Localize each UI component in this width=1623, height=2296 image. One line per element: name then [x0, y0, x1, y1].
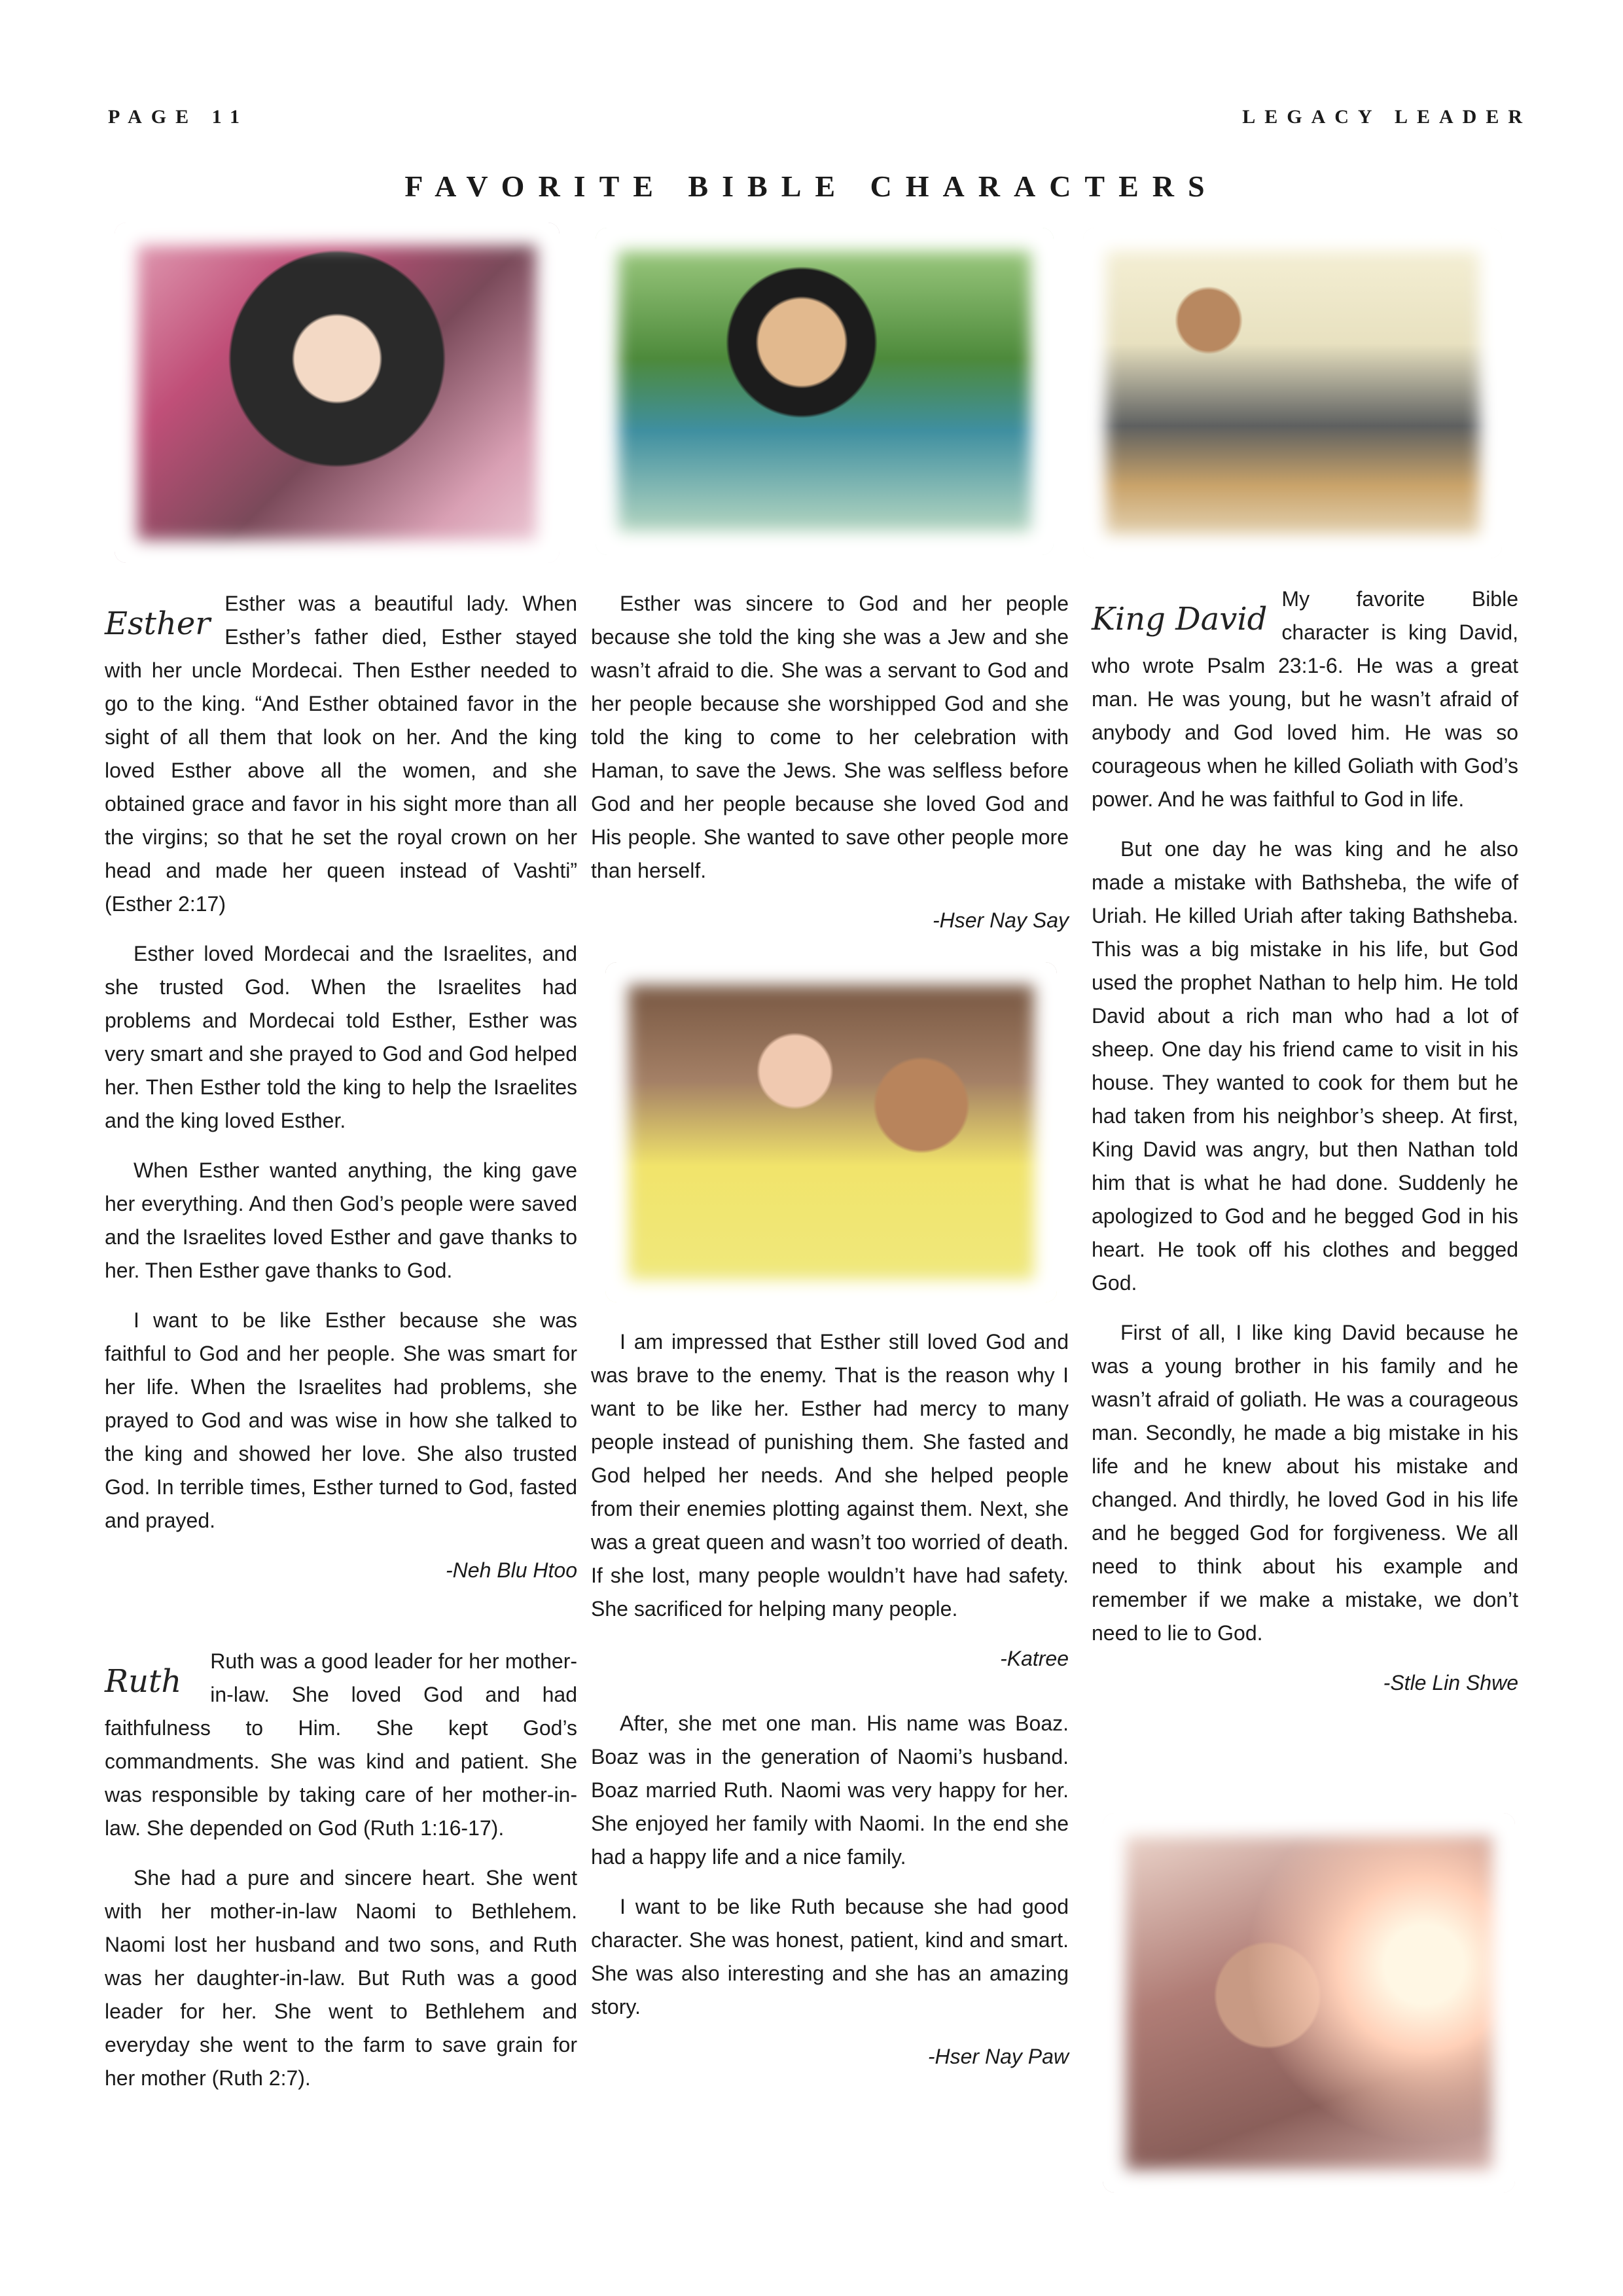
author-signature: -Hser Nay Say — [932, 908, 1069, 932]
column-middle-lower — [591, 1325, 1069, 2105]
column-right — [1092, 583, 1518, 1731]
photo-girl-with-flowers — [115, 223, 560, 563]
ruth-boaz-paragraph: After, she met one man. His name was Boaz. Boaz was in the generation of Naomi’s husband. Boaz married Ruth. Naomi was very happy for her. She enjoyed her family with Naomi. In the end she had a happy life and a nice family. — [591, 1712, 1069, 1869]
column-middle — [591, 587, 1069, 969]
ruth-character-paragraph: I want to be like Ruth because she had good character. She was honest, patient, kind and smart. She was also interesting and she has an amazing story. — [591, 1895, 1069, 2018]
publication-name: LEGACY LEADER — [1242, 106, 1531, 128]
david-paragraph-1: My favorite Bible character is king David, who wrote Psalm 23:1-6. He was a great man. He was young, but he wasn’t afraid of anybody and God loved him. He was so courageous when he killed Goliath with God’s power. And he was faithful to God in life. — [1092, 587, 1518, 811]
photo-girl-in-blue-shirt — [596, 228, 1054, 555]
esther-impressed-paragraph: I am impressed that Esther still loved God and was brave to the enemy. That is the reason why I want to be like her. Esther had mercy to many people instead of punishing them. She fasted and God helped her needs. And she helped people from their enemies plotting against them. Next, she was a great queen and wasn’t too worried of death. If she lost, many people wouldn’t have had safety. She sacrificed for helping many people. — [591, 1330, 1069, 1621]
king-david-heading: King David — [1092, 601, 1268, 637]
ruth-paragraph-2: She had a pure and sincere heart. She went with her mother-in-law Naomi to Bethlehem. Naomi lost her husband and two sons, and Ruth was her daughter-in-law. But Ruth was a good leader for her. She went to Bethlehem and everyday she went to the farm to save grain for her mother (Ruth 2:7). — [105, 1866, 577, 2090]
author-signature: -Neh Blu Htoo — [446, 1558, 577, 1582]
page-title: FAVORITE BIBLE CHARACTERS — [404, 170, 1219, 203]
ruth-heading: Ruth — [105, 1663, 182, 1700]
esther-paragraph-2: Esther loved Mordecai and the Israelites, and she trusted God. When the Israelites had problems and Mordecai told Esther, Esther was very smart and she prayed to God and God helped her. Then Esther told the king to help the Israelites and the king loved Esther. — [105, 942, 577, 1132]
esther-paragraph-1: Esther was a beautiful lady. When Esther’s father died, Esther stayed with her uncle Mordecai. Then Esther needed to go to the king. “And Esther obtained favor in the sight of all them that look on her. And the king loved Esther above all the women, and she obtained grace and favor in his sight more than all the virgins; so that he set the royal crown on her head and made her queen instead of Vashti” (Esther 2:17) — [105, 592, 577, 916]
photo-boy-with-guitar — [1083, 228, 1502, 558]
photo-two-girls-smiling — [605, 962, 1057, 1302]
esther-paragraph-4: I want to be like Esther because she was faithful to God and her people. She was smart for her life. When the Israelites had problems, she prayed to God and was wise in how she talked to the king and showed her love. She also trusted God. In terrible times, Esther turned to God, fasted and prayed. — [105, 1308, 577, 1532]
esther-sincere-paragraph: Esther was sincere to God and her people because she told the king she was a Jew and she wasn’t afraid to die. She was a servant to God and her people because she worshipped God and she told the king to come to her celebration with Haman, to save the Jews. She was selfless before God and her people because she loved God and His people. She wanted to save other people more than herself. — [591, 592, 1069, 882]
david-paragraph-3: First of all, I like king David because he was a young brother in his family and he wasn’t afraid of goliath. He was a courageous man. Secondly, he made a big mistake in his life and he knew about his mistake and changed. And thirdly, he loved God in his life and he begged God for forgiveness. We all need to think about his example and remember if we make a mistake, we don’t need to lie to God. — [1092, 1321, 1518, 1645]
column-left — [105, 587, 577, 2111]
author-signature: -Katree — [1000, 1647, 1069, 1670]
photo-girl-in-sunlight — [1103, 1813, 1515, 2193]
david-paragraph-2: But one day he was king and he also made a mistake with Bathsheba, the wife of Uriah. He killed Uriah after taking Bathsheba. This was a big mistake in his life, but God used the prophet Nathan to help him. He told David about a rich man who had a lot of sheep. One day his friend came to visit in his house. They wanted to cook for them but he had taken from his neighbor’s sheep. At first, King David was angry, but then Nathan told him that is what he had done. Suddenly he apologized to God and he begged God in his heart. He took off his clothes and begged God. — [1092, 837, 1518, 1295]
esther-paragraph-3: When Esther wanted anything, the king gave her everything. And then God’s people were saved and the Israelites loved Esther and gave thanks to her. Then Esther gave thanks to God. — [105, 1158, 577, 1282]
author-signature: -Stle Lin Shwe — [1383, 1671, 1518, 1695]
ruth-paragraph-1: Ruth was a good leader for her mother-in-law. She loved God and had faithfulness to Him. She kept God’s commandments. She was kind and patient. She was responsible by taking care of her mother-in-law. She depended on God (Ruth 1:16-17). — [105, 1649, 577, 1840]
esther-heading: Esther — [105, 605, 211, 642]
page-number: PAGE 11 — [108, 106, 249, 128]
author-signature: -Hser Nay Paw — [927, 2045, 1069, 2068]
